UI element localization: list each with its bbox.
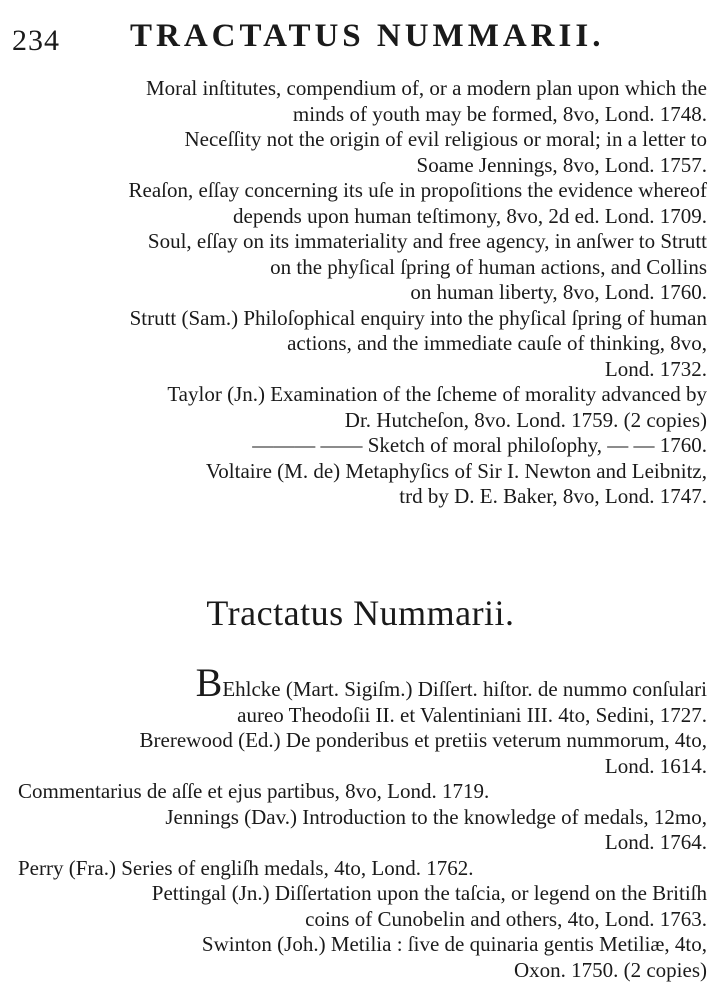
running-head (12, 18, 691, 58)
entry-main: Jennings (Dav.) Introduction to the knowledge of medals, 12mo, (165, 804, 707, 829)
entry-tail: on human liberty, 8vo, Lond. 1760. (410, 280, 707, 304)
catalog-entry (18, 881, 707, 932)
entry-tail: Dr. Hutcheſon, 8vo. Lond. 1759. (2 copies) (344, 407, 707, 432)
entry-main: Neceſſity not the origin of evil religious or moral; in a letter to (184, 127, 707, 151)
entry-main: Voltaire (M. de) Metaphyſics of Sir I. Newton and Leibnitz, (205, 458, 707, 483)
entry-main: Moral inſtitutes, compendium of, or a modern plan upon which the (145, 76, 707, 100)
catalog-entry (18, 76, 707, 127)
entry-main: Pettingal (Jn.) Diſſertation upon the taſcia, or legend on the Britiſh (151, 881, 707, 905)
entry-main: Perry (Fra.) Series of engliſh medals, 4to, Lond. 1762. (18, 855, 474, 880)
catalog-entry (18, 728, 707, 779)
entry-main: Taylor (Jn.) Examination of the ſcheme of morality advanced by (167, 382, 707, 406)
entry-main: Commentarius de aſſe et ejus partibus, 8vo, Lond. 1719. (18, 779, 490, 803)
catalog-entry (18, 459, 707, 510)
entry-tail: Lond. 1614. (604, 753, 707, 778)
page-number: 234 (12, 24, 60, 57)
catalog-entry (18, 127, 707, 178)
entry-main: Reaſon, eſſay concerning its uſe in propoſitions the evidence whereof (128, 178, 707, 202)
drop-cap: B (195, 660, 223, 705)
catalog-entry (18, 932, 707, 983)
entry-mid: on the phyſical ſpring of human actions, and Collins (270, 254, 707, 279)
entry-tail: depends upon human teſtimony, 8vo, 2d ed. Lond. 1709. (233, 203, 707, 228)
entry-tail: minds of youth may be formed, 8vo, Lond. 1748. (292, 101, 707, 126)
entry-tail: aureo Theodoſii II. et Valentiniani III. 4to, Sedini, 1727. (237, 702, 707, 727)
running-title: TRACTATUS NUMMARII. (130, 18, 605, 54)
catalog-entry (18, 382, 707, 433)
catalog-entry (18, 660, 707, 728)
catalog-entry (18, 856, 707, 882)
catalog-entry (18, 433, 707, 459)
entry-main: Swinton (Joh.) Metilia : ſive de quinaria gentis Metiliæ, 4to, (201, 932, 707, 956)
catalog-entry (18, 306, 707, 383)
entry-mid: actions, and the immediate cauſe of thinking, 8vo, (287, 331, 707, 355)
entry-main: ——— —— Sketch of moral philoſophy, — — 1760. (252, 433, 707, 457)
entry-tail: coins of Cunobelin and others, 4to, Lond. 1763. (305, 906, 707, 931)
catalog-entry (18, 805, 707, 856)
entries-top (18, 76, 707, 510)
entry-tail: Oxon. 1750. (2 copies) (513, 957, 707, 982)
catalog-entry (18, 779, 707, 805)
entry-main: Soul, eſſay on its immateriality and free agency, in anſwer to Strutt (147, 229, 707, 253)
catalog-entry (18, 229, 707, 306)
entries-bottom (18, 660, 707, 983)
section-title: Tractatus Nummarii. (206, 593, 515, 633)
entry-tail: Soame Jennings, 8vo, Lond. 1757. (416, 152, 707, 177)
entry-main: Ehlcke (Mart. Sigiſm.) Diſſert. hiſtor. de nummo conſulari (222, 677, 707, 701)
entry-main: Strutt (Sam.) Philoſophical enquiry into the phyſical ſpring of human (129, 305, 707, 330)
entry-tail: Lond. 1764. (604, 830, 707, 854)
entry-tail: Lond. 1732. (604, 356, 707, 381)
entry-tail: trd by D. E. Baker, 8vo, Lond. 1747. (399, 484, 707, 508)
catalog-entry (18, 178, 707, 229)
entry-main: Brerewood (Ed.) De ponderibus et pretiis veterum nummorum, 4to, (139, 728, 707, 752)
